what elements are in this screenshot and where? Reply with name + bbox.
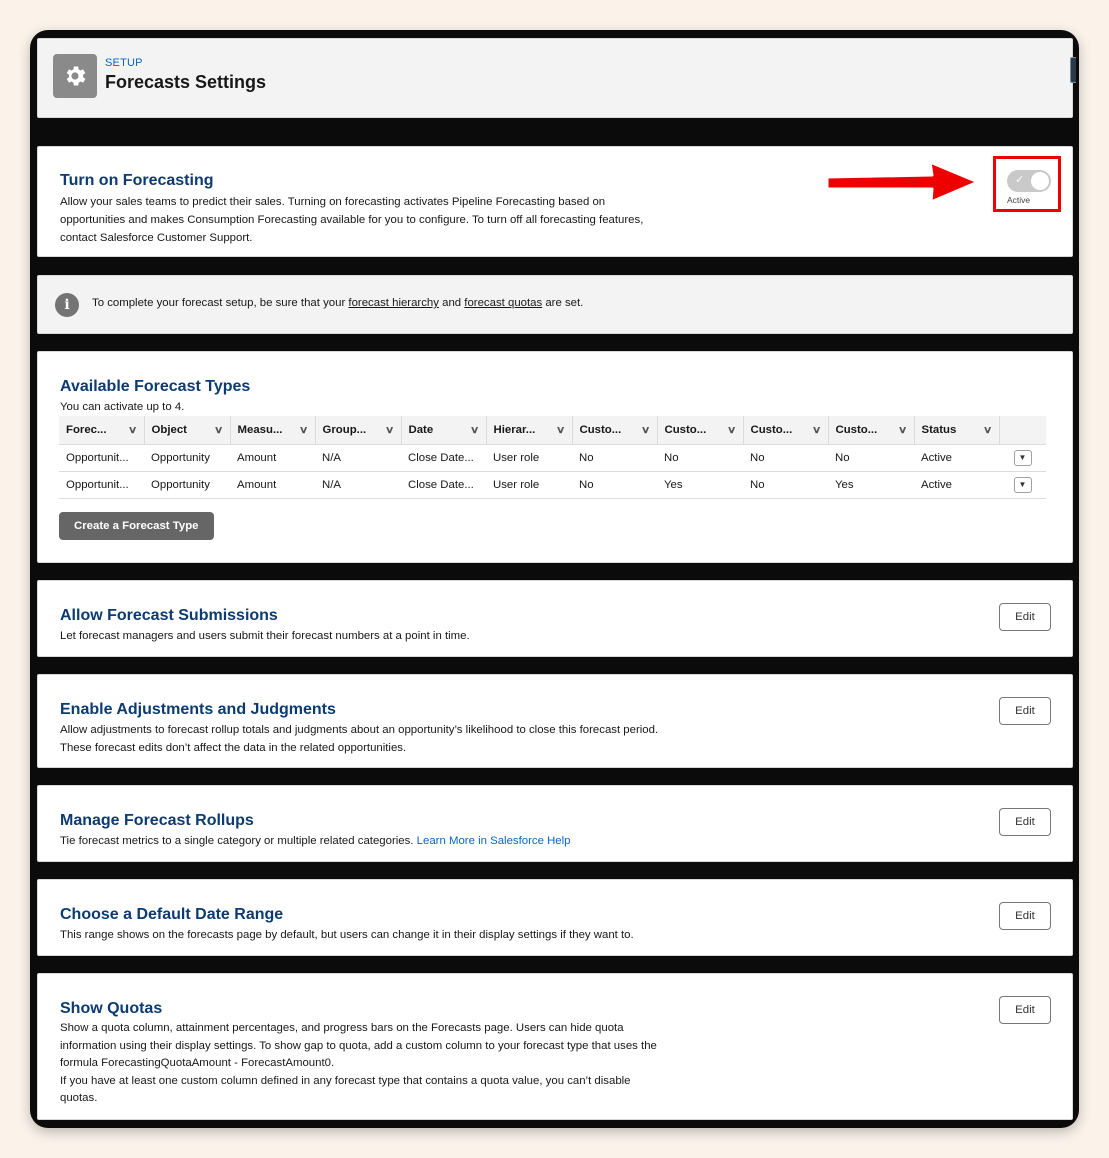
table-cell: User role	[486, 444, 572, 471]
chevron-down-icon[interactable]: ∨	[727, 424, 737, 436]
table-cell: Opportunity	[144, 471, 230, 498]
column-header-label: Custo...	[579, 423, 622, 436]
row-actions-cell	[999, 444, 1046, 471]
chevron-down-icon[interactable]: ∨	[470, 424, 480, 436]
column-header[interactable]	[572, 416, 657, 444]
column-header-label: Object	[151, 423, 187, 436]
section-title: Manage Forecast Rollups	[60, 812, 254, 829]
description-line: If you have at least one custom column defined in any forecast type that contains a quota value, you can’t disable	[60, 1074, 631, 1087]
description-line: Allow your sales teams to predict their sales. Turning on forecasting activates Pipeline Forecasting based on	[60, 196, 606, 208]
edit-date-range-button[interactable]: Edit	[999, 902, 1051, 930]
section-title: Turn on Forecasting	[60, 172, 214, 189]
red-arrow-annotation	[825, 158, 981, 208]
chevron-down-icon[interactable]: ∨	[385, 424, 395, 436]
info-text-part: To complete your forecast setup, be sure that your	[92, 297, 349, 309]
table-cell: No	[657, 444, 743, 471]
chevron-down-icon[interactable]: ∨	[299, 424, 309, 436]
column-header[interactable]	[144, 416, 230, 444]
chevron-down-icon[interactable]: ∨	[128, 424, 138, 436]
page-title: Forecasts Settings	[105, 72, 267, 92]
section-description	[60, 193, 760, 247]
table-cell: N/A	[315, 471, 401, 498]
section-description	[60, 832, 860, 850]
column-header[interactable]	[59, 416, 144, 444]
table-cell: Amount	[230, 471, 315, 498]
column-header-label: Measu...	[237, 423, 283, 436]
forecast-quotas-link[interactable]: forecast quotas	[464, 297, 543, 309]
section-description	[60, 721, 860, 757]
info-icon: i	[55, 293, 79, 317]
table-cell: No	[828, 444, 914, 471]
table-cell: Opportunity	[144, 444, 230, 471]
table-cell: No	[572, 444, 657, 471]
description-line: formula ForecastingQuotaAmount - ForecastAmount0.	[60, 1057, 335, 1070]
table-cell[interactable]: Opportunit...	[59, 444, 144, 471]
description-text: Tie forecast metrics to a single category or multiple related categories.	[60, 835, 417, 847]
section-description	[60, 926, 860, 944]
forecast-submissions-section	[37, 580, 1073, 657]
table-cell: No	[743, 471, 828, 498]
gear-icon	[53, 54, 97, 98]
create-forecast-type-button[interactable]: Create a Forecast Type	[59, 512, 214, 540]
description-line: These forecast edits don’t affect the data in the related opportunities.	[60, 742, 407, 754]
info-text-part: and	[438, 297, 465, 309]
column-header[interactable]	[914, 416, 999, 444]
section-title: Enable Adjustments and Judgments	[60, 701, 336, 718]
description-line: Let forecast managers and users submit their forecast numbers at a point in time.	[60, 630, 470, 642]
table-row	[59, 471, 1046, 498]
breadcrumb[interactable]: SETUP	[105, 57, 143, 69]
column-header[interactable]	[743, 416, 828, 444]
column-header-actions	[999, 416, 1046, 444]
section-title: Show Quotas	[60, 1000, 163, 1017]
forecast-hierarchy-link[interactable]: forecast hierarchy	[348, 297, 439, 309]
edit-adjustments-button[interactable]: Edit	[999, 697, 1051, 725]
table-cell: Active	[914, 471, 999, 498]
window-edge-handle	[1070, 57, 1076, 83]
column-header[interactable]	[828, 416, 914, 444]
table-cell: Yes	[657, 471, 743, 498]
check-icon: ✓	[1015, 174, 1025, 186]
page-header	[37, 38, 1073, 118]
description-line: Allow adjustments to forecast rollup totals and judgments about an opportunity’s likelihood to close this forecast period.	[60, 724, 659, 736]
chevron-down-icon[interactable]: ∨	[641, 424, 651, 436]
edit-rollups-button[interactable]: Edit	[999, 808, 1051, 836]
column-header[interactable]	[486, 416, 572, 444]
show-quotas-section	[37, 973, 1073, 1120]
description-line: quotas.	[60, 1092, 98, 1105]
forecasting-toggle[interactable]	[1007, 170, 1051, 192]
table-cell[interactable]: Opportunit...	[59, 471, 144, 498]
column-header-label: Date	[408, 423, 434, 436]
table-cell: Amount	[230, 444, 315, 471]
section-description	[60, 1020, 760, 1108]
row-actions-cell	[999, 471, 1046, 498]
column-header-label: Custo...	[835, 423, 878, 436]
chevron-down-icon[interactable]: ∨	[898, 424, 908, 436]
date-range-section	[37, 879, 1073, 956]
column-header-label: Custo...	[750, 423, 793, 436]
available-forecast-types-section	[37, 351, 1073, 563]
table-row	[59, 444, 1046, 471]
table-cell: Close Date...	[401, 444, 486, 471]
info-banner	[37, 275, 1073, 334]
column-header[interactable]	[657, 416, 743, 444]
description-line: This range shows on the forecasts page by default, but users can change it in their display settings if they want to.	[60, 929, 634, 941]
column-header-label: Group...	[322, 423, 367, 436]
row-menu-dropdown-icon[interactable]: ▼	[1014, 477, 1032, 493]
section-subtitle: You can activate up to 4.	[60, 401, 185, 413]
column-header[interactable]	[401, 416, 486, 444]
row-menu-dropdown-icon[interactable]: ▼	[1014, 450, 1032, 466]
column-header-label: Custo...	[664, 423, 707, 436]
section-description	[60, 627, 860, 645]
table-cell: Active	[914, 444, 999, 471]
table-cell: No	[743, 444, 828, 471]
forecast-types-table	[59, 416, 1046, 499]
table-cell: No	[572, 471, 657, 498]
column-header-label: Status	[921, 423, 957, 436]
table-cell: Close Date...	[401, 471, 486, 498]
chevron-down-icon[interactable]: ∨	[556, 424, 566, 436]
column-header-label: Forec...	[66, 423, 107, 436]
toggle-knob	[1031, 172, 1049, 190]
info-text	[92, 297, 583, 309]
column-header[interactable]	[315, 416, 401, 444]
table-cell: Yes	[828, 471, 914, 498]
table-cell: N/A	[315, 444, 401, 471]
description-line: information using their display settings. To show gap to quota, add a custom column to your forecast type that uses the	[60, 1039, 657, 1052]
adjustments-section	[37, 674, 1073, 768]
learn-more-link[interactable]: Learn More in Salesforce Help	[416, 835, 571, 847]
active-toggle-highlight	[993, 156, 1061, 212]
description-line: Show a quota column, attainment percentages, and progress bars on the Forecasts page. Users can hide quota	[60, 1022, 624, 1034]
chevron-down-icon[interactable]: ∨	[812, 424, 822, 436]
toggle-label: Active	[1007, 195, 1031, 205]
rollups-section	[37, 785, 1073, 862]
column-header[interactable]	[230, 416, 315, 444]
edit-submissions-button[interactable]: Edit	[999, 603, 1051, 631]
column-header-label: Hierar...	[493, 423, 536, 436]
settings-window	[30, 30, 1079, 1128]
chevron-down-icon[interactable]: ∨	[214, 424, 224, 436]
chevron-down-icon[interactable]: ∨	[983, 424, 993, 436]
info-text-part: are set.	[542, 297, 584, 309]
description-line: contact Salesforce Customer Support.	[60, 232, 253, 244]
section-title: Choose a Default Date Range	[60, 906, 284, 923]
description-line: opportunities and makes Consumption Forecasting available for you to configure. To turn off all forecasting features,	[60, 214, 644, 226]
section-title: Available Forecast Types	[60, 378, 251, 395]
section-title: Allow Forecast Submissions	[60, 607, 278, 624]
table-cell: User role	[486, 471, 572, 498]
edit-quotas-button[interactable]: Edit	[999, 996, 1051, 1024]
